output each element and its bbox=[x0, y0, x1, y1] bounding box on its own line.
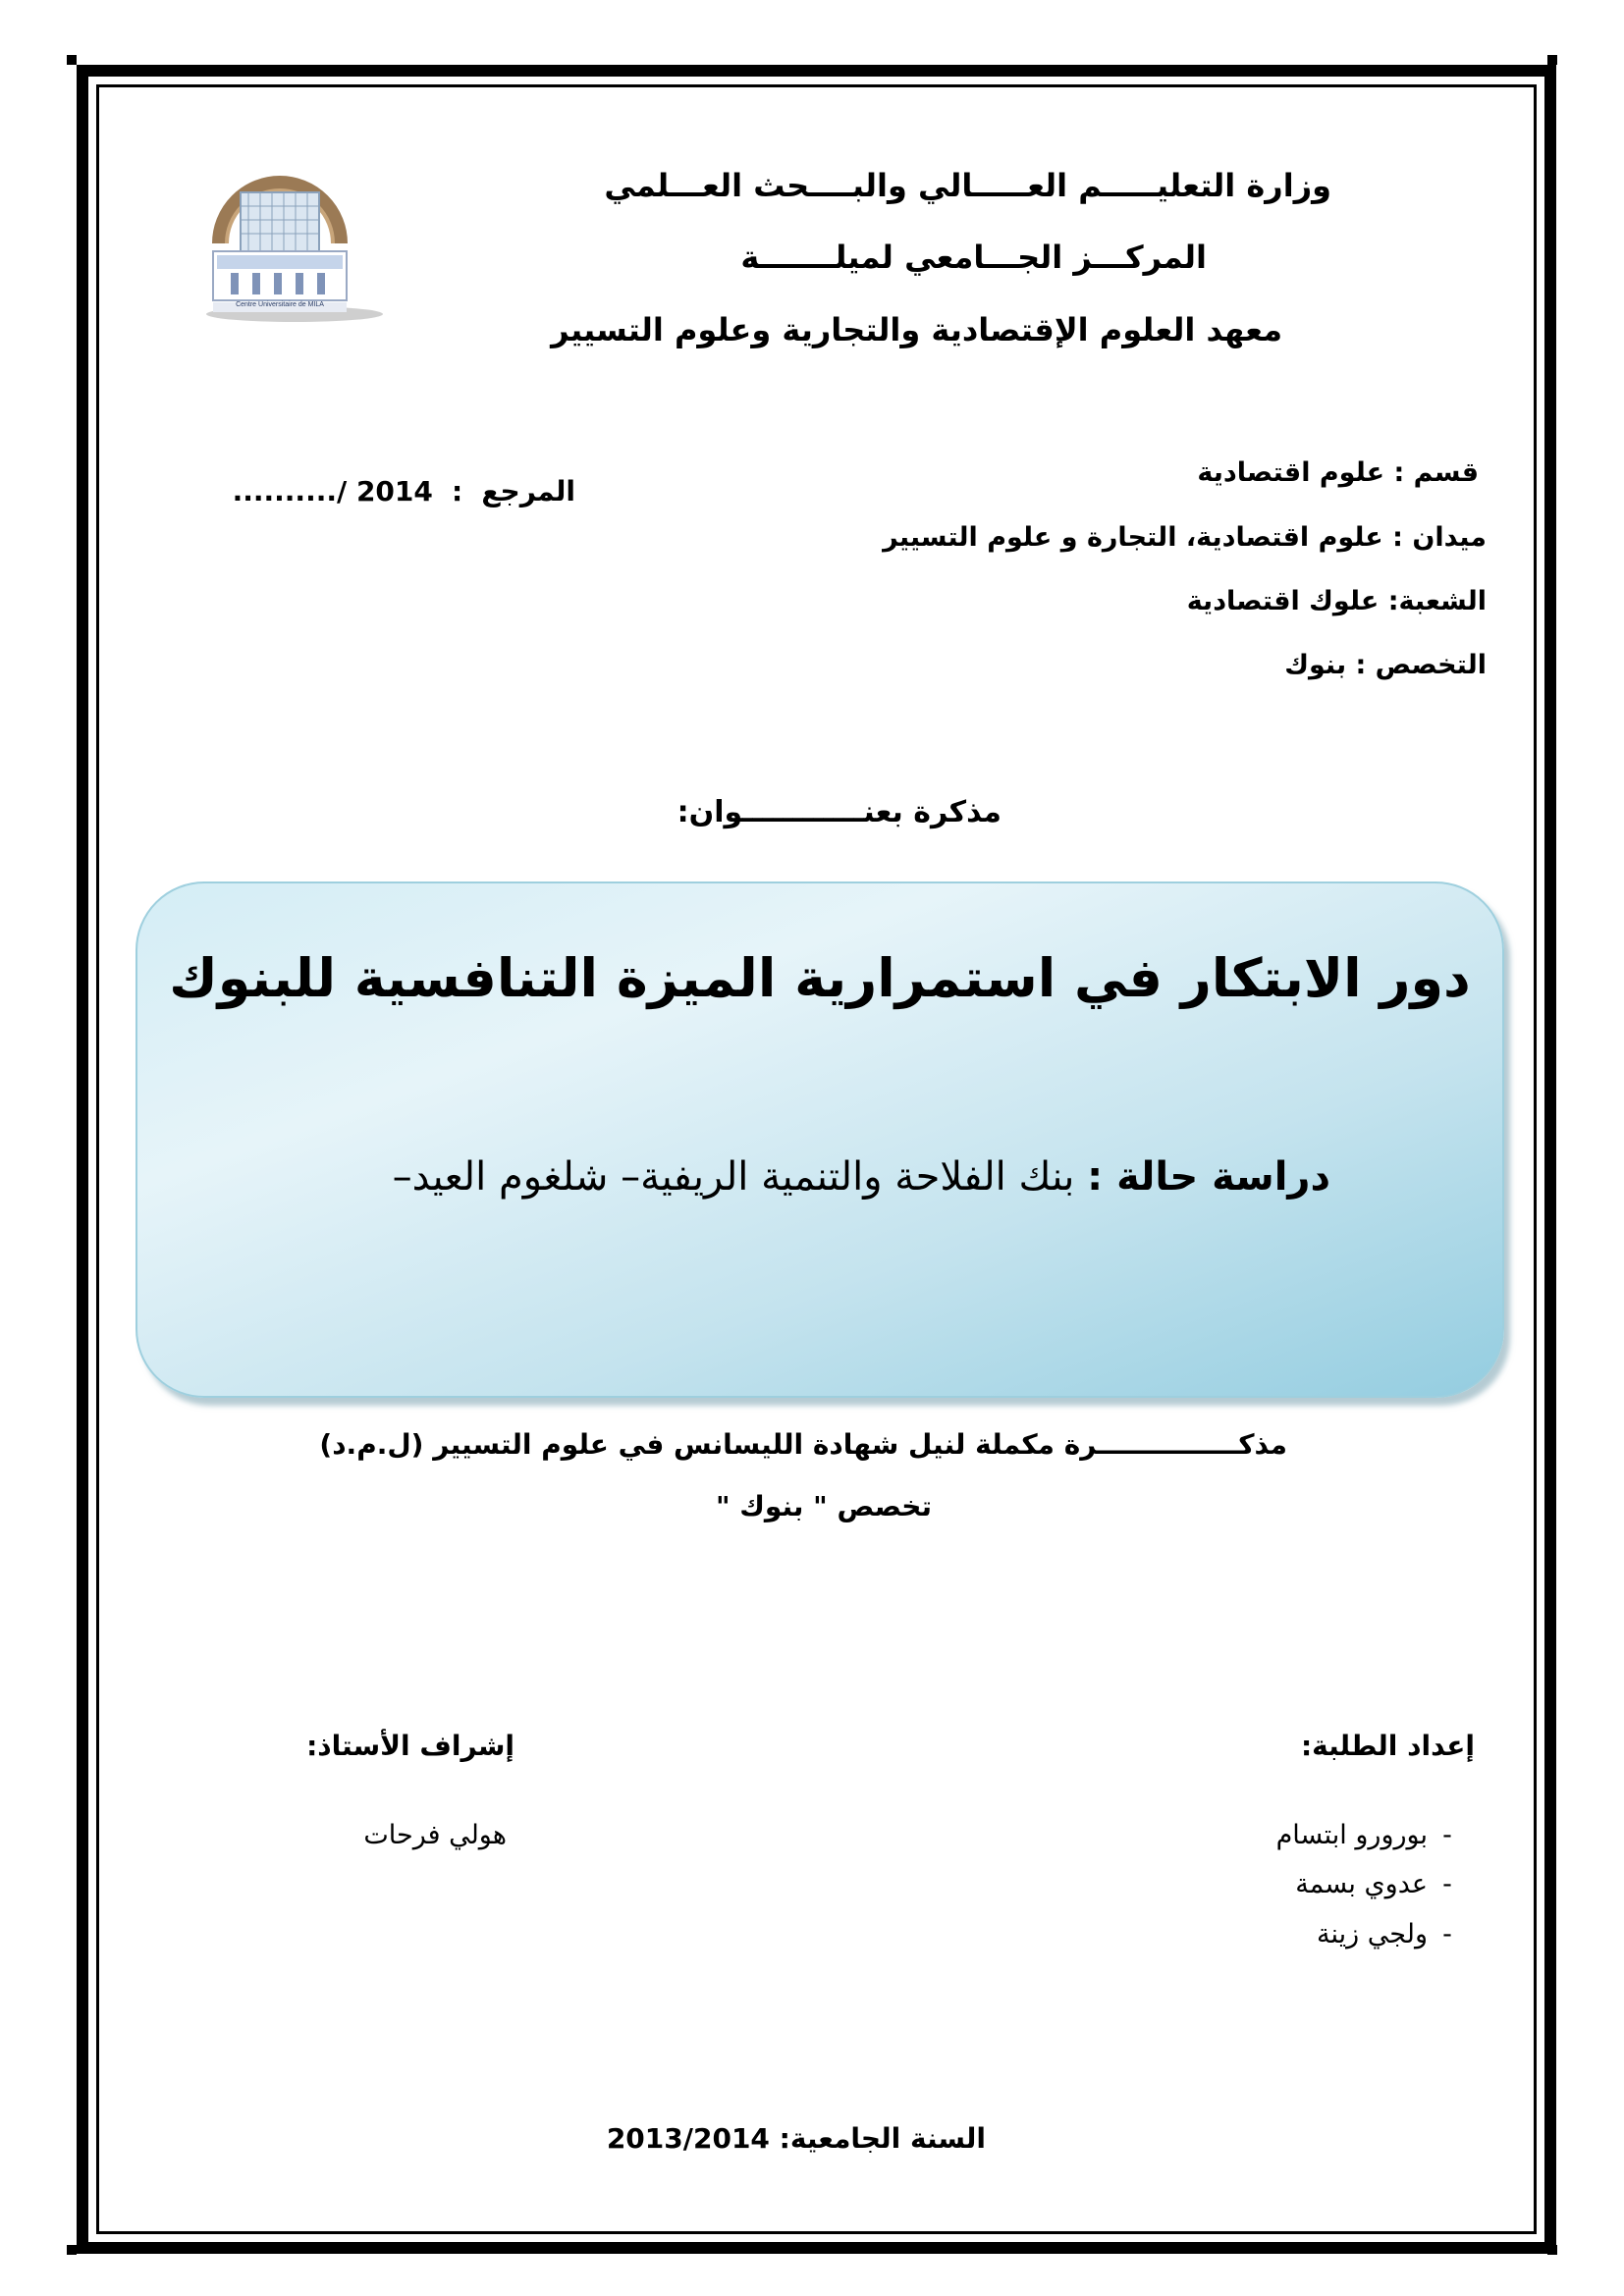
student-name: عدوي بسمة bbox=[1295, 1869, 1428, 1899]
students-heading: إعداد الطلبة: bbox=[1300, 1730, 1475, 1762]
ministry-name: وزارة التعليـــــم العـــــالي والبــــحث العـــلمي bbox=[604, 167, 1331, 204]
student-name: بورورو ابتسام bbox=[1275, 1820, 1428, 1850]
student-item: -عدوي بسمة bbox=[1295, 1869, 1452, 1899]
academic-year-value: 2013/2014 bbox=[606, 2122, 770, 2155]
supervisor-heading: إشراف الأستاذ: bbox=[306, 1730, 514, 1762]
reference-label: المرجع bbox=[481, 475, 575, 507]
department-line: قسم : علوم اقتصادية bbox=[1197, 457, 1479, 488]
border-corner bbox=[1547, 2245, 1557, 2255]
student-item: -بورورو ابتسام bbox=[1275, 1820, 1452, 1850]
academic-year-line bbox=[607, 2122, 986, 2155]
student-item: -ولجي زينة bbox=[1317, 1919, 1452, 1949]
reference-separator: : bbox=[452, 475, 463, 507]
degree-description: مذكـــــــــــــــرة مكملة لنيل شهادة الليسانس في علوم التسيير (ل.م.د) bbox=[319, 1428, 1287, 1461]
university-logo bbox=[201, 157, 388, 324]
case-study-label: دراسة حالة : bbox=[1087, 1154, 1330, 1200]
reference-line bbox=[233, 475, 575, 507]
field-line: ميدان : علوم اقتصادية، التجارة و علوم التسيير bbox=[883, 522, 1487, 553]
case-study-line bbox=[393, 1154, 1330, 1200]
academic-year-label: السنة الجامعية: bbox=[779, 2122, 986, 2155]
branch-line: الشعبة: علوك اقتصادية bbox=[1186, 586, 1487, 616]
border-corner bbox=[1547, 55, 1557, 65]
university-center-name: المركـــز الجـــامعي لميلـــــــة bbox=[740, 239, 1207, 276]
degree-specialty: تخصص " بنوك " bbox=[715, 1490, 932, 1522]
thesis-title-box bbox=[135, 881, 1504, 1398]
specialty-line: التخصص : بنوك bbox=[1284, 650, 1487, 680]
logo-caption: Centre Universitaire de MILA bbox=[236, 301, 324, 308]
thesis-main-title: دور الابتكار في استمرارية الميزة التنافسية للبنوك bbox=[169, 947, 1471, 1009]
case-study-text: بنك الفلاحة والتنمية الريفية– شلغوم العيد– bbox=[392, 1154, 1075, 1200]
reference-value: ........../ 2014 bbox=[232, 475, 433, 507]
institute-name: معهد العلوم الإقتصادية والتجارية وعلوم التسيير bbox=[551, 311, 1282, 348]
border-corner bbox=[67, 2245, 77, 2255]
supervisor-name: هولي فرحات bbox=[363, 1820, 507, 1850]
student-name: ولجي زينة bbox=[1317, 1919, 1428, 1949]
memo-title-label: مذكرة بعنــــــــــــوان: bbox=[677, 795, 1001, 829]
border-corner bbox=[67, 55, 77, 65]
